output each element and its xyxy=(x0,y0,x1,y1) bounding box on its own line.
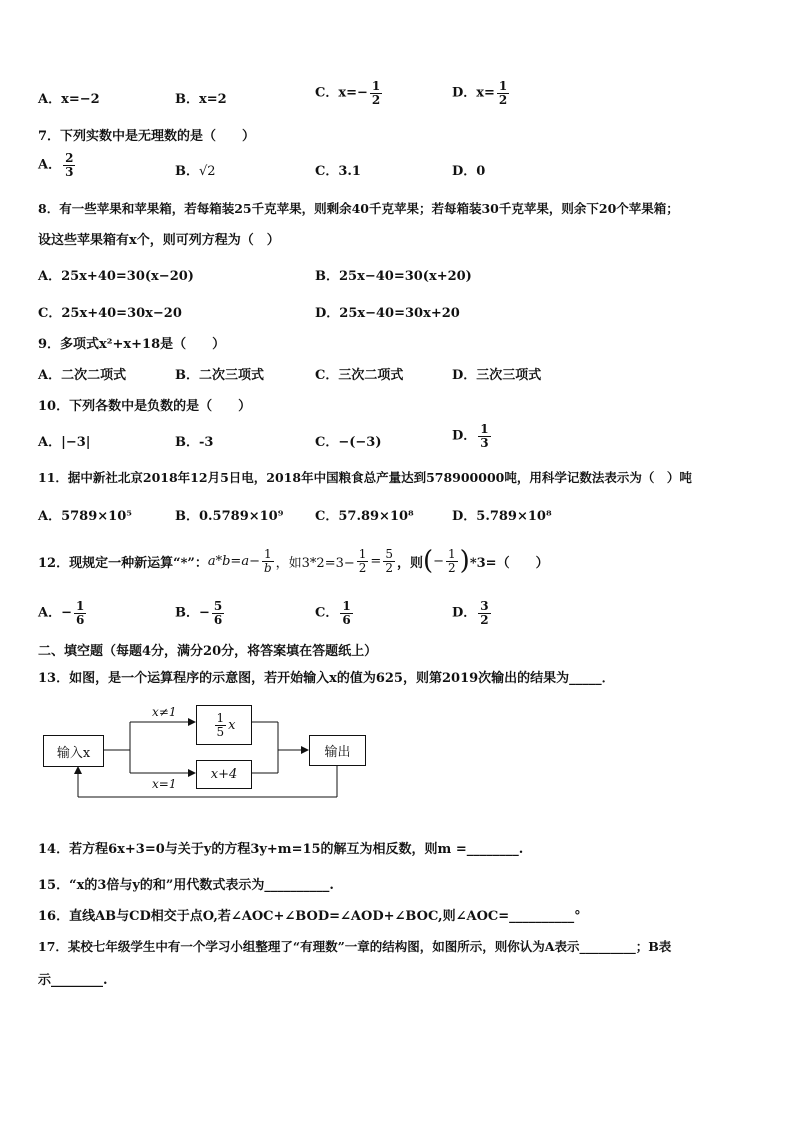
q13-stem: 13．如图，是一个运算程序的示意图，若开始输入x的值为625，则第2019次输出的结果为_____． xyxy=(38,671,615,686)
q15-stem: 15．“x的3倍与y的和”用代数式表示为__________. xyxy=(38,878,334,893)
flow-add-box: x+4 xyxy=(196,760,252,789)
q9-stem: 9．多项式x²+x+18是（ ） xyxy=(38,337,226,352)
q7-stem: 7．下列实数中是无理数的是（ ） xyxy=(38,129,256,144)
q6-option-a: A．x=−2 xyxy=(38,92,100,107)
q12-option-d: D． $\frac{3}{2}$ xyxy=(452,599,489,627)
q17-stem-line2: 示________. xyxy=(38,973,108,988)
q10-option-d: D． $\frac{1}{3}$ xyxy=(452,422,489,450)
q12-option-c: C． $\frac{1}{6}$ xyxy=(315,599,351,627)
q7-option-c: C．3.1 xyxy=(315,164,361,179)
q8-option-c: C．25x+40=30x−20 xyxy=(38,306,182,321)
flow-input-box: 输入x xyxy=(43,735,104,767)
q11-option-a: A．5789×10⁵ xyxy=(38,509,132,524)
q9-option-a: A．二次二项式 xyxy=(38,368,127,383)
q10-option-b: B．-3 xyxy=(175,435,214,450)
q8-option-d: D．25x−40=30x+20 xyxy=(315,306,460,321)
q12-option-a: A．− $\frac{1}{6}$ xyxy=(38,599,85,627)
q11-option-d: D．5.789×10⁸ xyxy=(452,509,552,524)
q8-stem-line1: 8．有一些苹果和苹果箱，若每箱装25千克苹果，则剩余40千克苹果；若每箱装30千克苹果，则余下20个苹果箱； xyxy=(38,201,679,216)
q9-option-d: D．三次三项式 xyxy=(452,368,542,383)
q7-option-b: B．√2 xyxy=(175,164,216,179)
q11-stem: 11．据中新社北京2018年12月5日电，2018年中国粮食总产量达到578900000吨，用科学记数法表示为（ ）吨 xyxy=(38,470,692,485)
q12-option-b: B．− $\frac{5}{6}$ xyxy=(175,599,223,627)
q7-option-a: A． $\frac{2}{3}$ xyxy=(38,151,74,179)
q12-stem: 12．现规定一种新运算“*”： a*b=a− $\frac{1}{b}$ ，如3*2=3− $\frac{1}{2}$ = $\frac{5}{2}$ ，则 ( − $\frac{1}{2}$ ) *3=（ ） xyxy=(38,546,549,576)
flow-output-box: 输出 xyxy=(309,735,366,766)
flow-label-not-one: x≠1 xyxy=(152,705,177,719)
q6-option-d: D．x= $\frac{1}{2}$ xyxy=(452,79,508,107)
q17-stem-line1: 17．某校七年级学生中有一个学习小组整理了“有理数”一章的结构图，如图所示，则你认为A表示_________；B表 xyxy=(38,939,672,954)
q8-option-a: A．25x+40=30(x−20) xyxy=(38,269,194,284)
q6-option-b: B．x=2 xyxy=(175,92,227,107)
q11-option-c: C．57.89×10⁸ xyxy=(315,509,414,524)
q10-stem: 10．下列各数中是负数的是（ ） xyxy=(38,399,252,414)
q9-option-c: C．三次二项式 xyxy=(315,368,404,383)
q6-option-c: C．x=− $\frac{1}{2}$ xyxy=(315,79,381,107)
q9-option-b: B．二次三项式 xyxy=(175,368,264,383)
q8-option-b: B．25x−40=30(x+20) xyxy=(315,269,472,284)
q10-option-a: A．|−3| xyxy=(38,435,91,450)
flow-label-equal-one: x=1 xyxy=(152,777,177,791)
q8-stem-line2: 设这些苹果箱有x个，则可列方程为（ ） xyxy=(38,233,280,248)
section-2-heading: 二、填空题（每题4分，满分20分，将答案填在答题纸上） xyxy=(38,644,378,659)
flow-divide-box: $\frac{1}{5}$ x xyxy=(196,705,252,745)
q11-option-b: B．0.5789×10⁹ xyxy=(175,509,284,524)
q16-stem: 16．直线AB与CD相交于点O,若∠AOC+∠BOD=∠AOD+∠BOC,则∠AOC=__________° xyxy=(38,909,581,924)
q14-stem: 14．若方程6x+3=0与关于y的方程3y+m=15的解互为相反数，则m =________. xyxy=(38,842,524,857)
q10-option-c: C．−(−3) xyxy=(315,435,382,450)
q7-option-d: D．0 xyxy=(452,164,486,179)
